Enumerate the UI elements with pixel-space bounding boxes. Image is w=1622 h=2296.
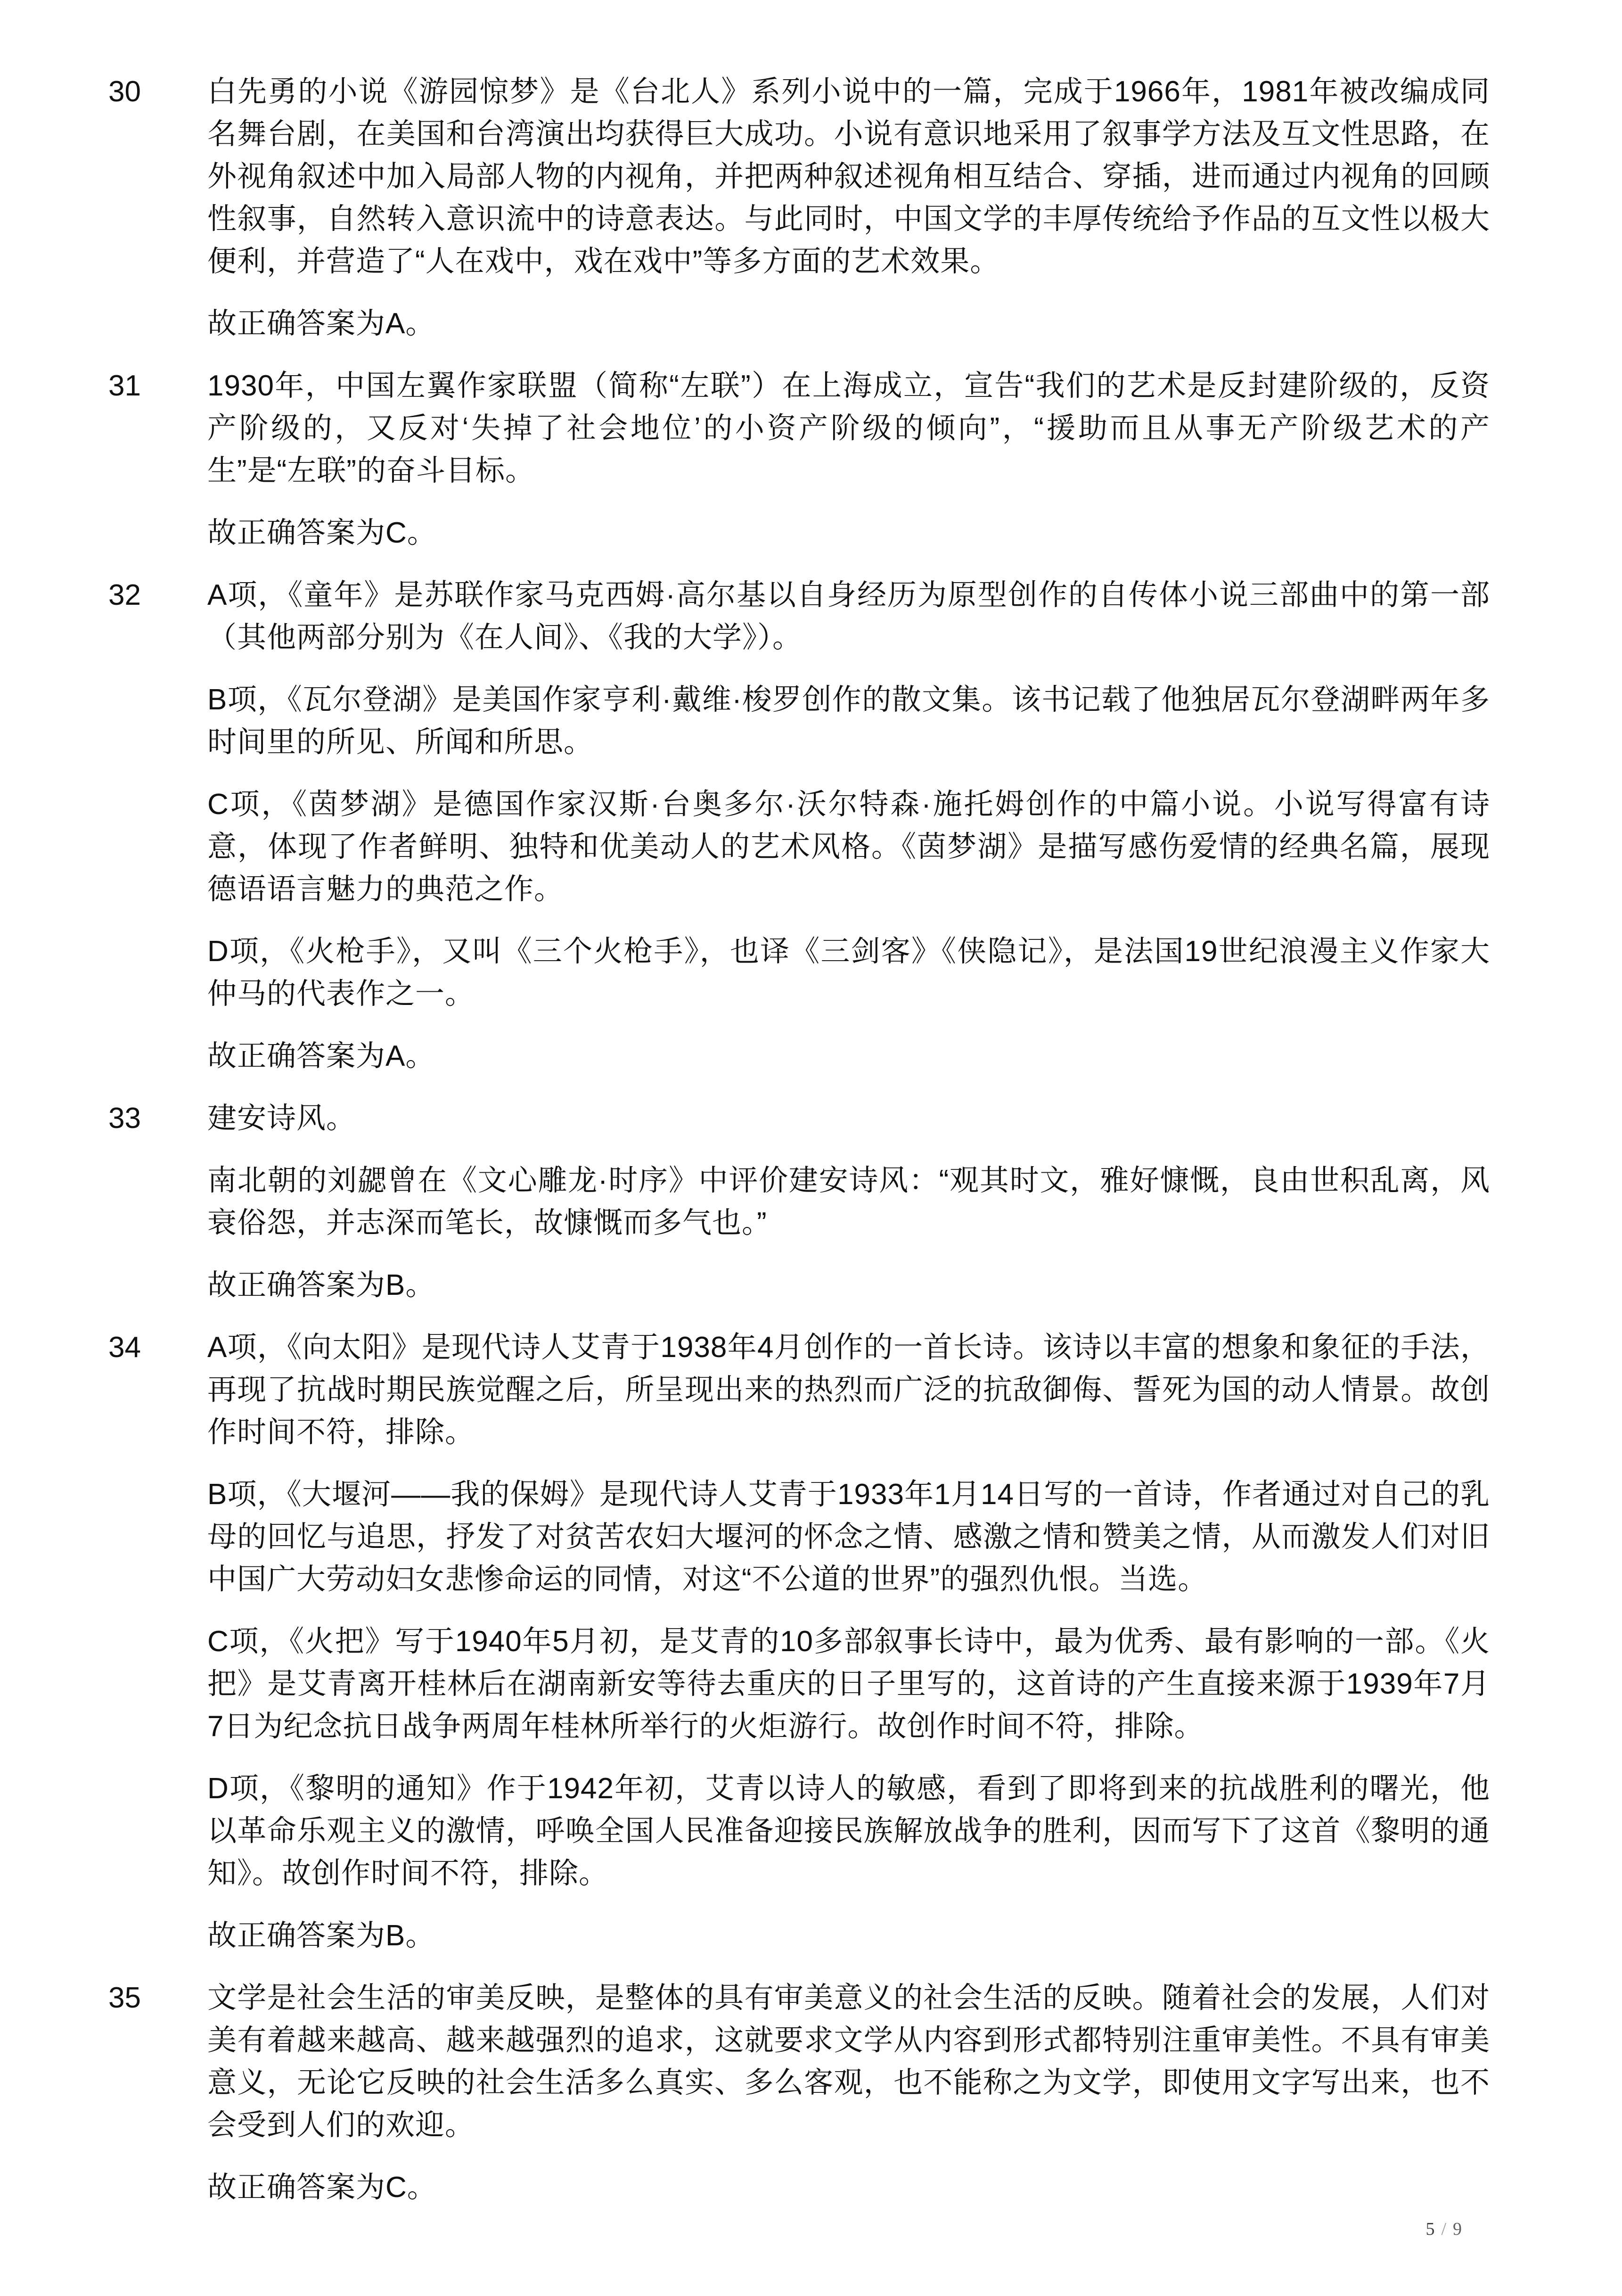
option-c-paragraph: C项，《火把》写于1940年5月初，是艾青的10多部叙事长诗中，最为优秀、最有影响的一部。《火把》是艾青离开桂林后在湖南新安等待去重庆的日子里写的，这首诗的产生直接来源于1939年7月7日为纪念抗日战争两周年桂林所举行的火炬游行。故创作时间不符，排除。 (207, 1625, 1490, 1743)
option-b-paragraph: B项，《瓦尔登湖》是美国作家亨利·戴维·梭罗创作的散文集。该书记载了他独居瓦尔登湖畔两年多时间里的所见、所闻和所思。 (207, 683, 1490, 758)
item-number: 32 (108, 579, 141, 611)
item-number: 30 (108, 75, 141, 108)
option-a-paragraph: A项，《向太阳》是现代诗人艾青于1938年4月创作的一首长诗。该诗以丰富的想象和象征的手法，再现了抗战时期民族觉醒之后，所呈现出来的热烈而广泛的抗敌御侮、誓死为国的动人情景。故创作时间不符，排除。 (207, 1331, 1490, 1448)
option-d-paragraph: D项，《黎明的通知》作于1942年初，艾青以诗人的敏感，看到了即将到来的抗战胜利的曙光，他以革命乐观主义的激情，呼唤全国人民准备迎接民族解放战争的胜利，因而写下了这首《黎明的通知》。故创作时间不符，排除。 (207, 1772, 1490, 1890)
answer-item-34 (108, 1326, 1490, 1977)
answer-item-33 (108, 1097, 1490, 1326)
item-number: 34 (108, 1331, 141, 1364)
current-page-number: 5 (1425, 2219, 1435, 2239)
option-d-paragraph: D项，《火枪手》，又叫《三个火枪手》，也译《三剑客》《侠隐记》，是法国19世纪浪漫主义作家大仲马的代表作之一。 (207, 935, 1490, 1010)
answer-item-31 (108, 365, 1490, 574)
explanation-paragraph: 建安诗风。 (207, 1102, 356, 1135)
page-number-separator: / (1441, 2219, 1446, 2239)
option-c-paragraph: C项，《茵梦湖》是德国作家汉斯·台奥多尔·沃尔特森·施托姆创作的中篇小说。小说写得富有诗意，体现了作者鲜明、独特和优美动人的艺术风格。《茵梦湖》是描写感伤爱情的经典名篇，展现德语语言魅力的典范之作。 (207, 788, 1490, 905)
explanation-paragraph: 南北朝的刘勰曾在《文心雕龙·时序》中评价建安诗风：“观其时文，雅好慷慨，良由世积乱离，风衰俗怨，并志深而笔长，故慷慨而多气也。” (207, 1164, 1490, 1239)
answer-line: 故正确答案为A。 (207, 307, 435, 340)
answer-line: 故正确答案为C。 (207, 2171, 437, 2204)
answer-item-35 (108, 1977, 1490, 2229)
answer-item-32 (108, 574, 1490, 1097)
option-b-paragraph: B项，《大堰河——我的保姆》是现代诗人艾青于1933年1月14日写的一首诗，作者通过对自己的乳母的回忆与追思，抒发了对贫苦农妇大堰河的怀念之情、感激之情和赞美之情，从而激发人们对旧中国广大劳动妇女悲惨命运的同情，对这“不公道的世界”的强烈仇恨。当选。 (207, 1478, 1490, 1596)
explanation-paragraph: 文学是社会生活的审美反映，是整体的具有审美意义的社会生活的反映。随着社会的发展，人们对美有着越来越高、越来越强烈的追求，这就要求文学从内容到形式都特别注重审美性。不具有审美意义，无论它反映的社会生活多么真实、多么客观，也不能称之为文学，即使用文字写出来，也不会受到人们的欢迎。 (207, 1982, 1490, 2141)
answer-item-30 (108, 71, 1490, 365)
item-number: 33 (108, 1102, 141, 1135)
answer-line: 故正确答案为B。 (207, 1269, 435, 1301)
page-footer (1425, 2219, 1462, 2239)
item-body (207, 1097, 1490, 1326)
item-body (207, 365, 1490, 574)
explanation-paragraph: 1930年，中国左翼作家联盟（简称“左联”）在上海成立，宣告“我们的艺术是反封建阶级的，反资产阶级的，又反对‘失掉了社会地位’的小资产阶级的倾向”，“援助而且从事无产阶级艺术的产生”是“左联”的奋斗目标。 (207, 370, 1490, 487)
item-body (207, 574, 1490, 1097)
answer-line: 故正确答案为A。 (207, 1040, 435, 1072)
answer-line: 故正确答案为C。 (207, 517, 437, 549)
item-number: 35 (108, 1982, 141, 2014)
item-body (207, 71, 1490, 365)
answer-line: 故正确答案为B。 (207, 1919, 435, 1952)
option-a-paragraph: A项，《童年》是苏联作家马克西姆·高尔基以自身经历为原型创作的自传体小说三部曲中的第一部（其他两部分别为《在人间》、《我的大学》）。 (207, 579, 1490, 654)
item-body (207, 1326, 1490, 1977)
item-number: 31 (108, 370, 141, 402)
explanation-paragraph: 白先勇的小说《游园惊梦》是《台北人》系列小说中的一篇，完成于1966年，1981年被改编成同名舞台剧，在美国和台湾演出均获得巨大成功。小说有意识地采用了叙事学方法及互文性思路，在外视角叙述中加入局部人物的内视角，并把两种叙述视角相互结合、穿插，进而通过内视角的回顾性叙事，自然转入意识流中的诗意表达。与此同时，中国文学的丰厚传统给予作品的互文性以极大便利，并营造了“人在戏中，戏在戏中”等多方面的艺术效果。 (207, 75, 1490, 278)
total-page-number: 9 (1453, 2219, 1462, 2239)
item-body (207, 1977, 1490, 2229)
